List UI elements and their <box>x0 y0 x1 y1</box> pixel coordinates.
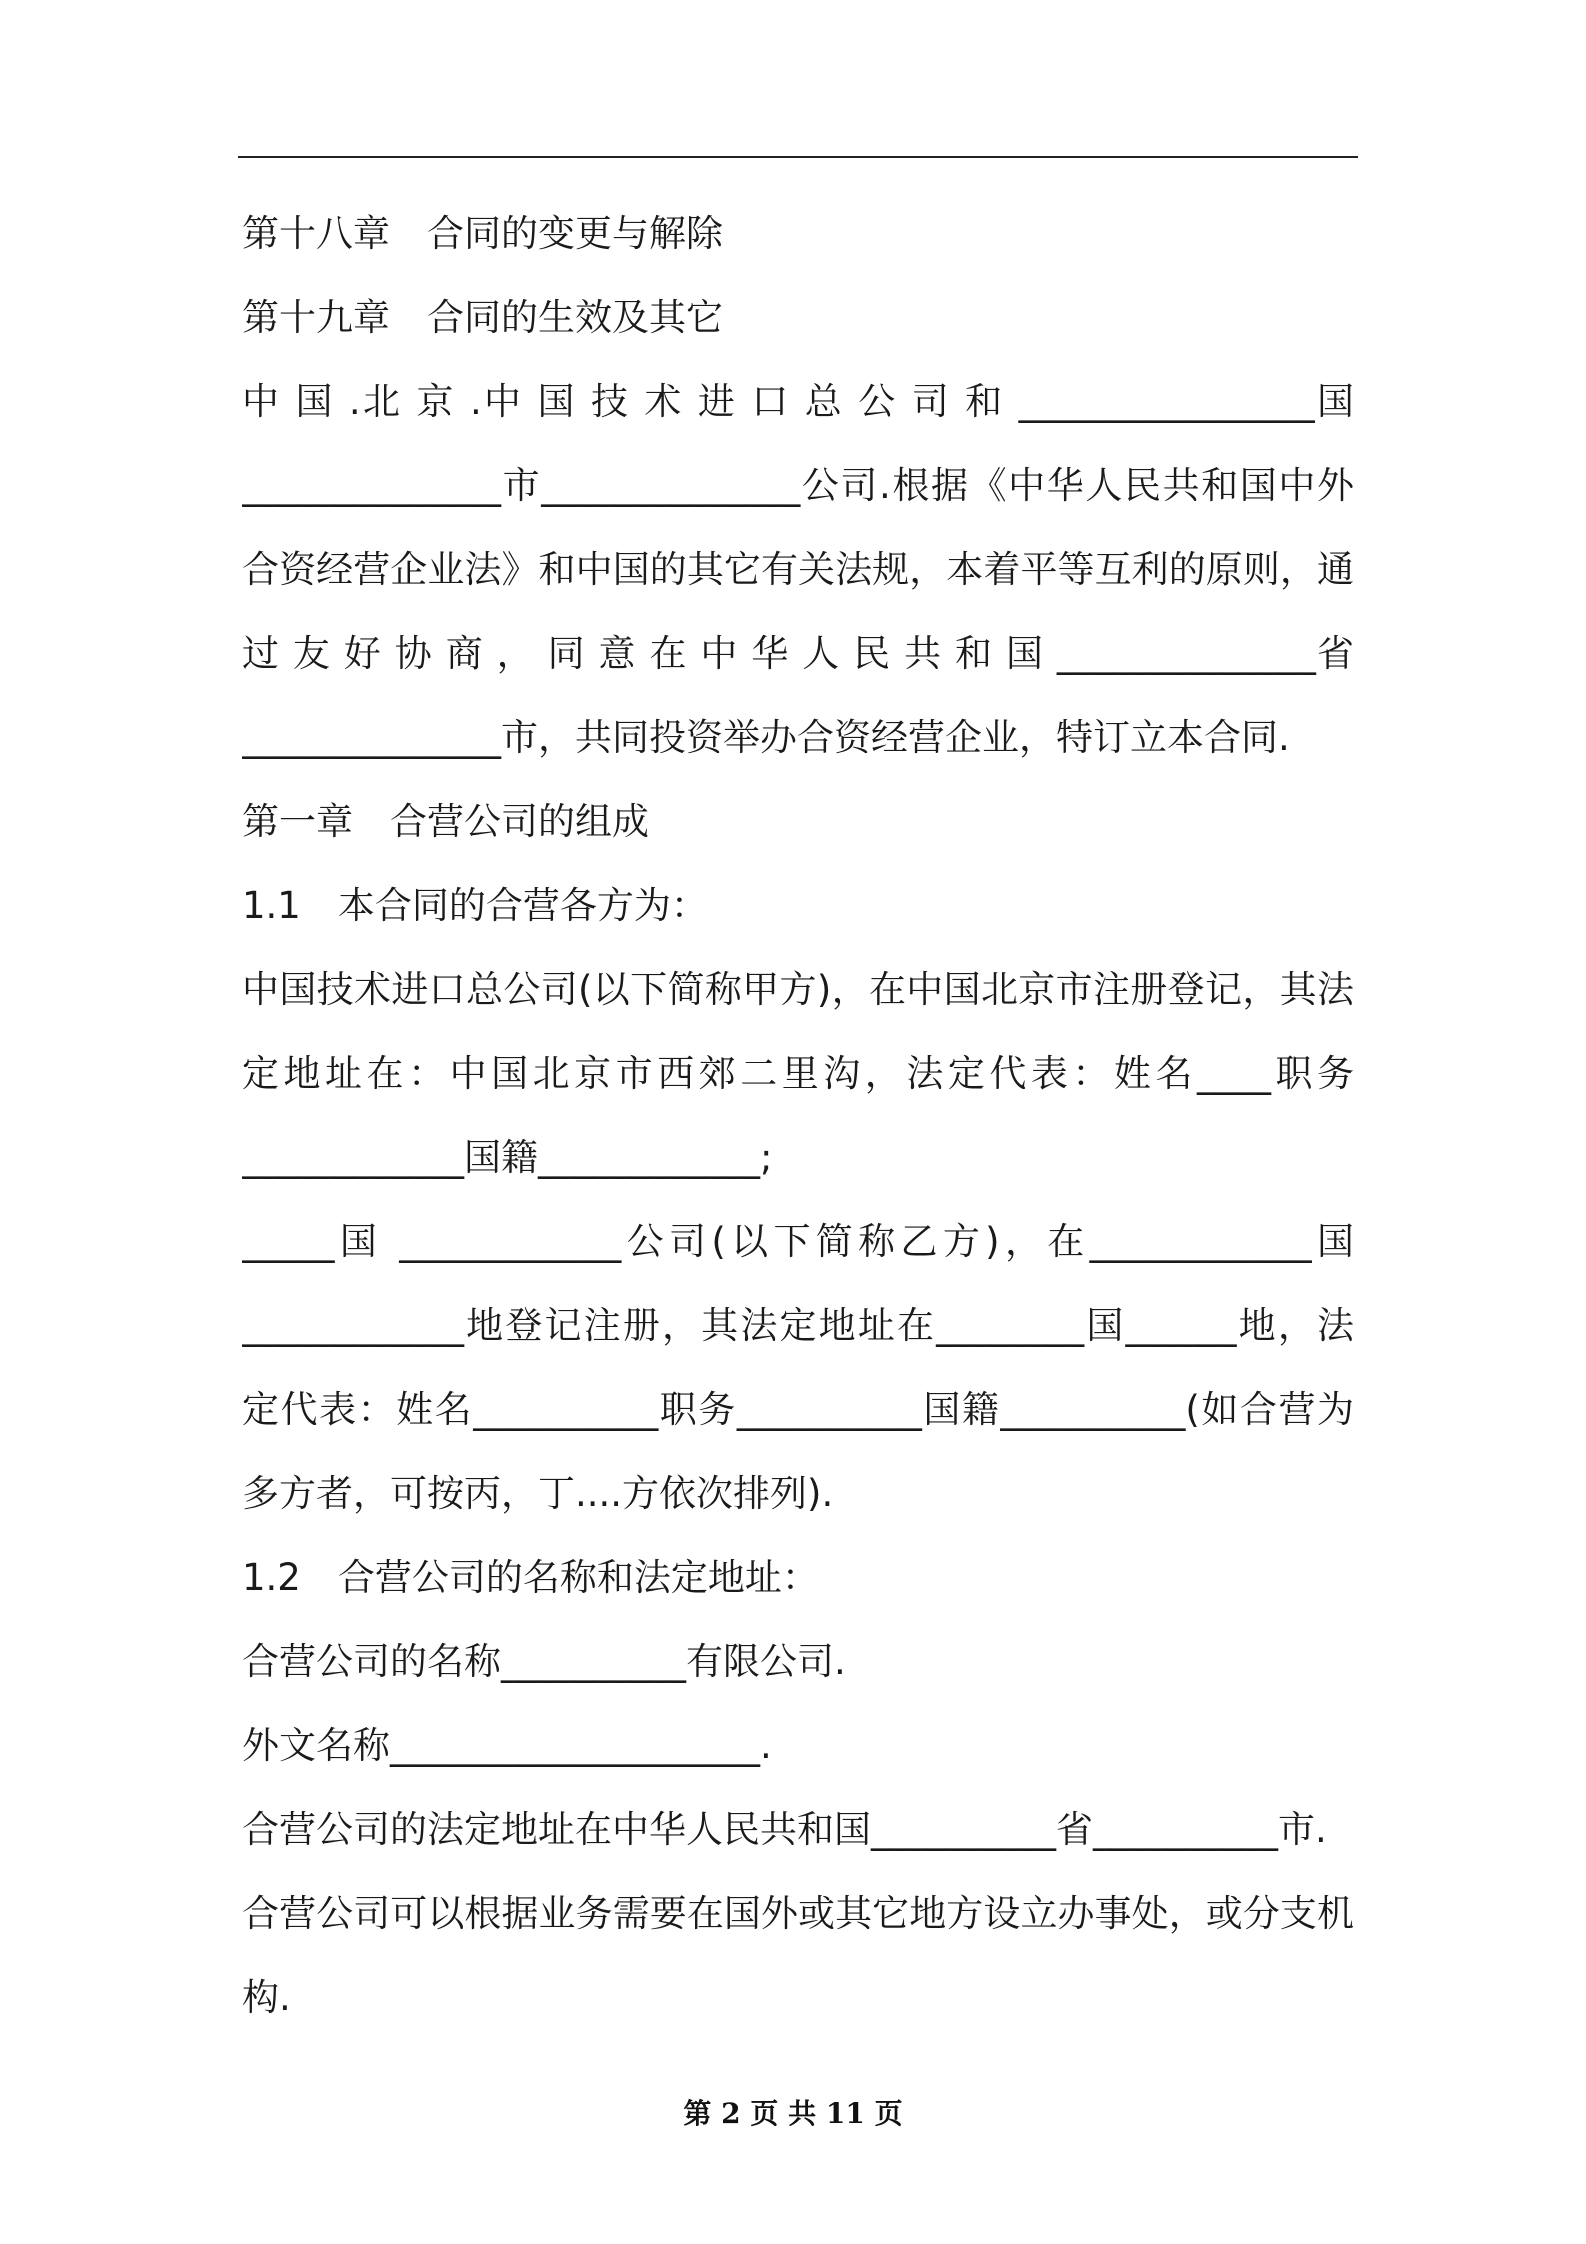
header-rule <box>238 156 1358 158</box>
text-line: 构. <box>242 1976 291 2019</box>
text-line: 第十九章 合同的生效及其它 <box>242 296 723 339</box>
text-line: ______________市______________公司.根据《中华人民共和国中外 <box>242 464 1354 507</box>
text-line: _____国 ____________公司(以下简称乙方)，在____________国 <box>242 1220 1354 1263</box>
text-line: 定地址在：中国北京市西郊二里沟，法定代表：姓名____职务 <box>242 1052 1354 1095</box>
text-line: 合营公司的法定地址在中华人民共和国__________省__________市. <box>242 1808 1327 1851</box>
text-line: ____________地登记注册，其法定地址在________国______地，法 <box>242 1304 1354 1347</box>
text-line: 合资经营企业法》和中国的其它有关法规，本着平等互利的原则，通 <box>242 548 1354 591</box>
text-line: 1.1 本合同的合营各方为： <box>242 884 708 927</box>
text-line: 定代表：姓名__________职务__________国籍__________(如合营为 <box>242 1388 1354 1431</box>
text-line: ______________市，共同投资举办合资经营企业，特订立本合同. <box>242 716 1290 759</box>
text-line: 合营公司可以根据业务需要在国外或其它地方设立办事处，或分支机 <box>242 1892 1354 1935</box>
text-line: 1.2 合营公司的名称和法定地址： <box>242 1556 819 1599</box>
text-line: 多方者，可按丙，丁....方依次排列). <box>242 1472 834 1515</box>
text-line: 第一章 合营公司的组成 <box>242 800 649 843</box>
text-line: 过 友 好 协 商 ， 同 意 在 中 华 人 民 共 和 国 ______________省 <box>242 632 1354 675</box>
page-number: 第 2 页 共 11 页 <box>683 2097 903 2130</box>
text-line: ____________国籍____________; <box>242 1136 773 1179</box>
text-line: 第十八章 合同的变更与解除 <box>242 212 723 255</box>
text-line: 中 国 .北 京 .中 国 技 术 进 口 总 公 司 和 ________________国 <box>242 380 1354 423</box>
document-body <box>242 192 1354 2040</box>
text-line: 合营公司的名称__________有限公司. <box>242 1640 846 1683</box>
text-line: 中国技术进口总公司(以下简称甲方)，在中国北京市注册登记，其法 <box>242 968 1354 1011</box>
text-line: 外文名称____________________. <box>242 1724 772 1767</box>
